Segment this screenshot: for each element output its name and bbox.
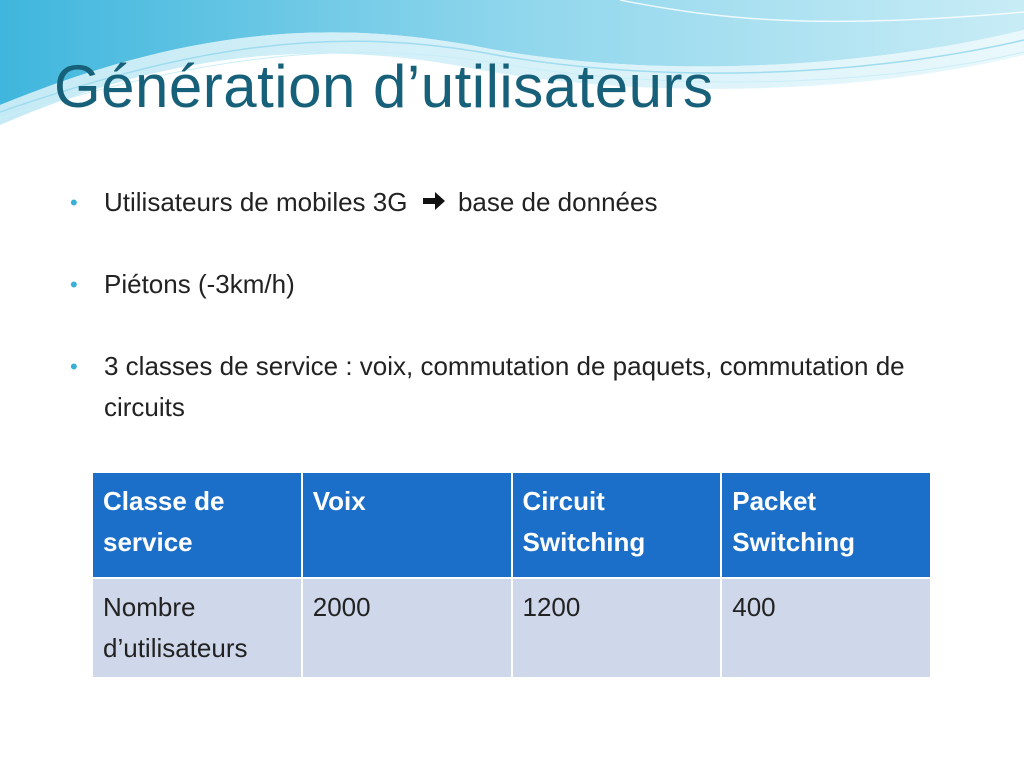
table-header-cell: Packet Switching <box>721 472 931 578</box>
table-row <box>92 578 931 678</box>
table-cell: 1200 <box>512 578 722 678</box>
bullet-dot-icon: • <box>70 354 78 379</box>
table-header-cell: Classe de service <box>92 472 302 578</box>
bullet-text: base de données <box>457 187 658 217</box>
bullet-dot-icon: • <box>70 190 78 215</box>
table-header-row <box>92 472 931 578</box>
slide-title: Génération d’utilisateurs <box>54 53 714 120</box>
bullet-text: 3 classes de service : voix, commutation de paquets, commutation de circuits <box>104 351 905 422</box>
table-cell: 2000 <box>302 578 512 678</box>
table-header-cell: Voix <box>302 472 512 578</box>
bullet-text: Piétons (-3km/h) <box>104 269 295 299</box>
table-header-cell: Circuit Switching <box>512 472 722 578</box>
bullet-item <box>70 182 970 223</box>
bullet-item <box>70 346 970 428</box>
service-class-table <box>91 471 932 679</box>
right-arrow-icon <box>421 190 447 212</box>
bullet-list <box>70 182 970 469</box>
table-cell: Nombre d’utilisateurs <box>92 578 302 678</box>
bullet-dot-icon: • <box>70 272 78 297</box>
table-cell: 400 <box>721 578 931 678</box>
bullet-item <box>70 264 970 305</box>
bullet-text: Utilisateurs de mobiles 3G <box>104 187 408 217</box>
